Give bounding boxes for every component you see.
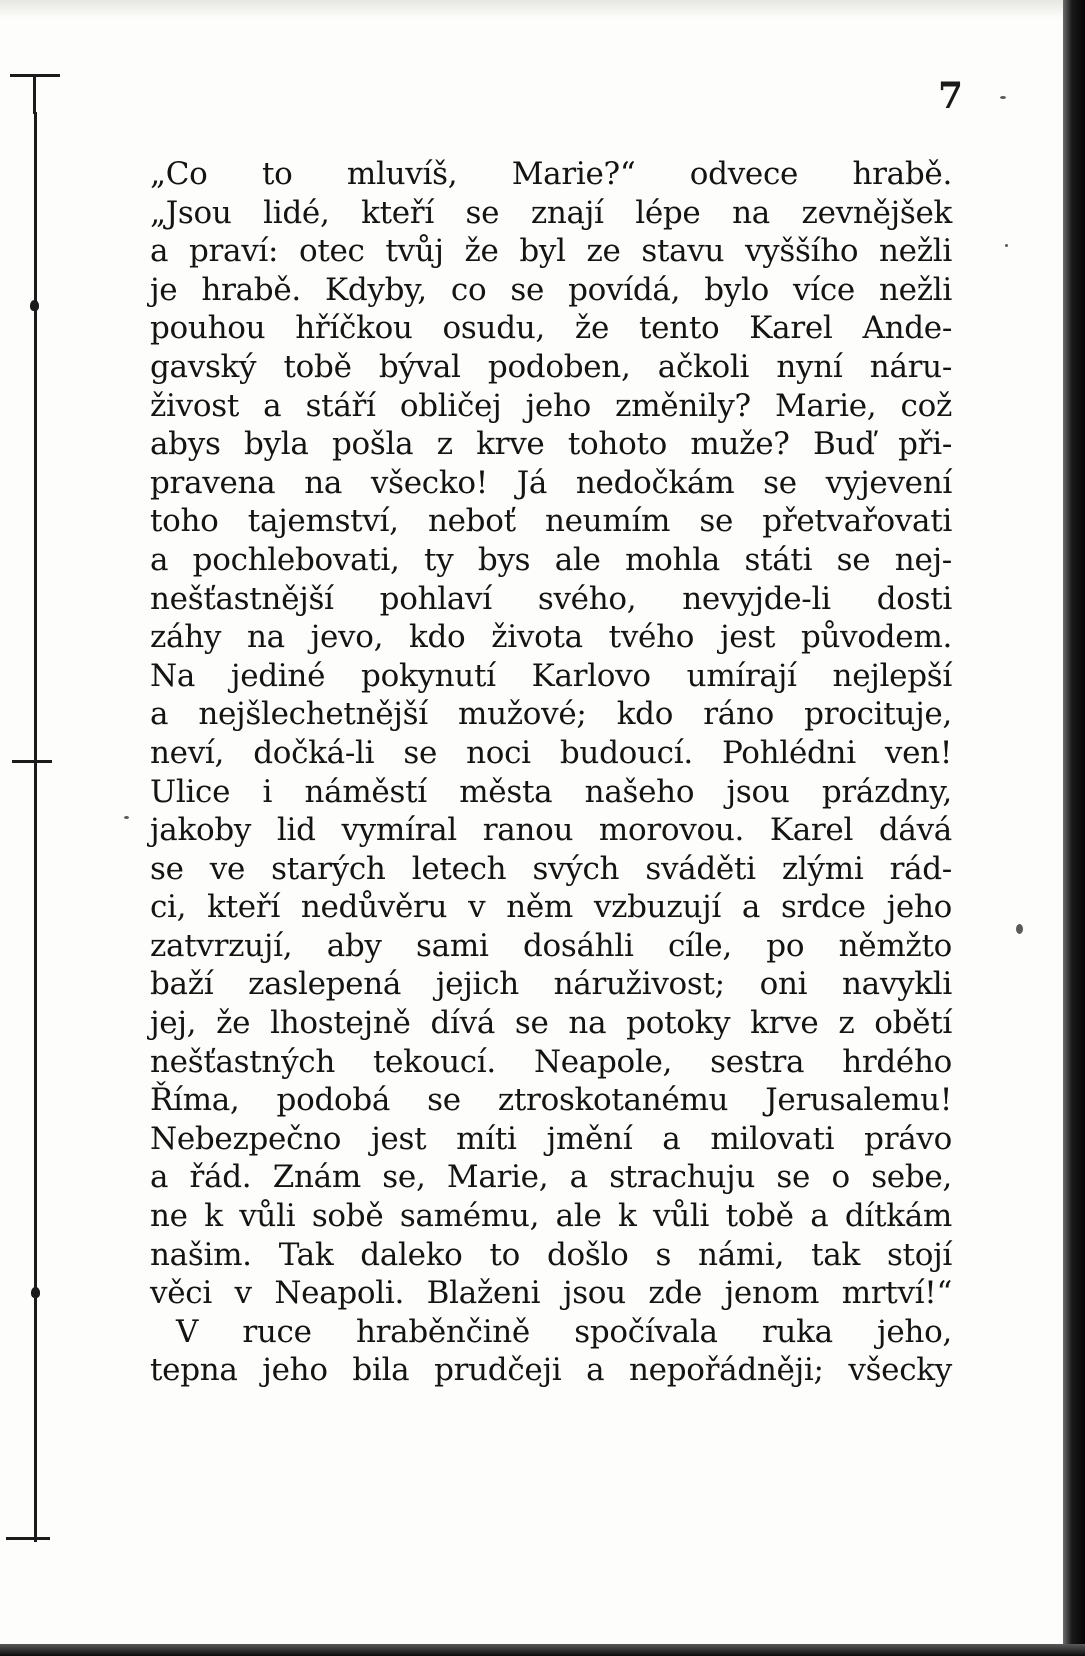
text-line: věci v Neapoli. Blaženi jsou zde jenom mrtví!“ — [150, 1275, 952, 1312]
text-line: jakoby lid vymíral ranou morovou. Karel dává — [150, 812, 952, 849]
text-line: Ulice i náměstí města našeho jsou prázdny, — [150, 773, 952, 810]
text-line: Nebezpečno jest míti jmění a milovati právo — [150, 1120, 952, 1157]
text-line: a řád. Znám se, Marie, a strachuju se o sebe, — [150, 1159, 952, 1196]
text-line: pravena na všecko! Já nedočkám se vyjevení — [150, 464, 952, 501]
text-line: toho tajemství, neboť neumím se přetvařovati — [150, 503, 952, 540]
text-line: baží zaslepená jejich náruživost; oni navykli — [150, 966, 952, 1003]
text-line: živost a stáří obličej jeho změnily? Marie, což — [150, 387, 952, 424]
text-line: „Jsou lidé, kteří se znají lépe na zevnějšek — [150, 194, 952, 231]
page-number: 7 — [938, 75, 964, 117]
paper-speck — [1000, 96, 1006, 99]
text-line: ne k vůli sobě samému, ale k vůli tobě a dítkám — [150, 1198, 952, 1235]
text-line: zatvrzují, aby sami dosáhli cíle, po němžto — [150, 927, 952, 964]
text-line: nešťastnější pohlaví svého, nevyjde-li dosti — [150, 580, 952, 617]
paper-speck — [1005, 244, 1008, 247]
binding-mark-3 — [31, 1287, 40, 1298]
binding-tick-4 — [6, 1537, 50, 1540]
text-line: gavský tobě býval podoben, ačkoli nyní náru- — [150, 348, 952, 385]
top-edge-shade — [0, 0, 1063, 18]
text-line: tepna jeho bila prudčeji a nepořádněji; všecky — [150, 1352, 952, 1389]
paper-speck — [124, 816, 129, 819]
text-line: a pochlebovati, ty bys ale mohla státi se nej- — [150, 541, 952, 578]
binding-mark-1 — [30, 300, 39, 311]
text-line: se ve starých letech svých sváděti zlými rád- — [150, 850, 952, 887]
binding-tick-2 — [12, 760, 52, 763]
text-line: a nejšlechetnější mužové; kdo ráno procituje, — [150, 696, 952, 733]
binding-rule — [34, 112, 37, 1542]
text-line: ci, kteří nedůvěru v něm vzbuzují a srdce jeho — [150, 889, 952, 926]
text-line: je hrabě. Kdyby, co se povídá, bylo více nežli — [150, 271, 952, 308]
text-line: a praví: otec tvůj že byl ze stavu vyššího nežli — [150, 233, 952, 270]
paper-speck — [1016, 924, 1023, 934]
text-line: jej, že lhostejně dívá se na potoky krve z obětí — [150, 1005, 952, 1042]
text-line: neví, dočká-li se noci budoucí. Pohlédni ven! — [150, 734, 952, 771]
text-line: „Co to mluvíš, Marie?“ odvece hrabě. — [150, 156, 952, 192]
text-line: pouhou hříčkou osudu, že tento Karel Ande- — [150, 310, 952, 347]
text-line: abys byla pošla z krve tohoto muže? Buď při- — [150, 426, 952, 463]
text-line: Na jediné pokynutí Karlovo umírají nejlepší — [150, 657, 952, 694]
text-line: našim. Tak daleko to došlo s námi, tak stojí — [150, 1236, 952, 1273]
text-line: V ruce hraběnčině spočívala ruka jeho, — [176, 1313, 952, 1350]
bottom-page-edge — [0, 1644, 1085, 1656]
body-text — [150, 155, 952, 1390]
text-line: záhy na jevo, kdo života tvého jest původem. — [150, 619, 952, 656]
text-line: nešťastných tekoucí. Neapole, sestra hrdého — [150, 1043, 952, 1080]
binding-tick-top-stem — [33, 74, 36, 114]
text-line: Říma, podobá se ztroskotanému Jerusalemu! — [150, 1082, 952, 1119]
right-page-edge — [1063, 0, 1085, 1656]
